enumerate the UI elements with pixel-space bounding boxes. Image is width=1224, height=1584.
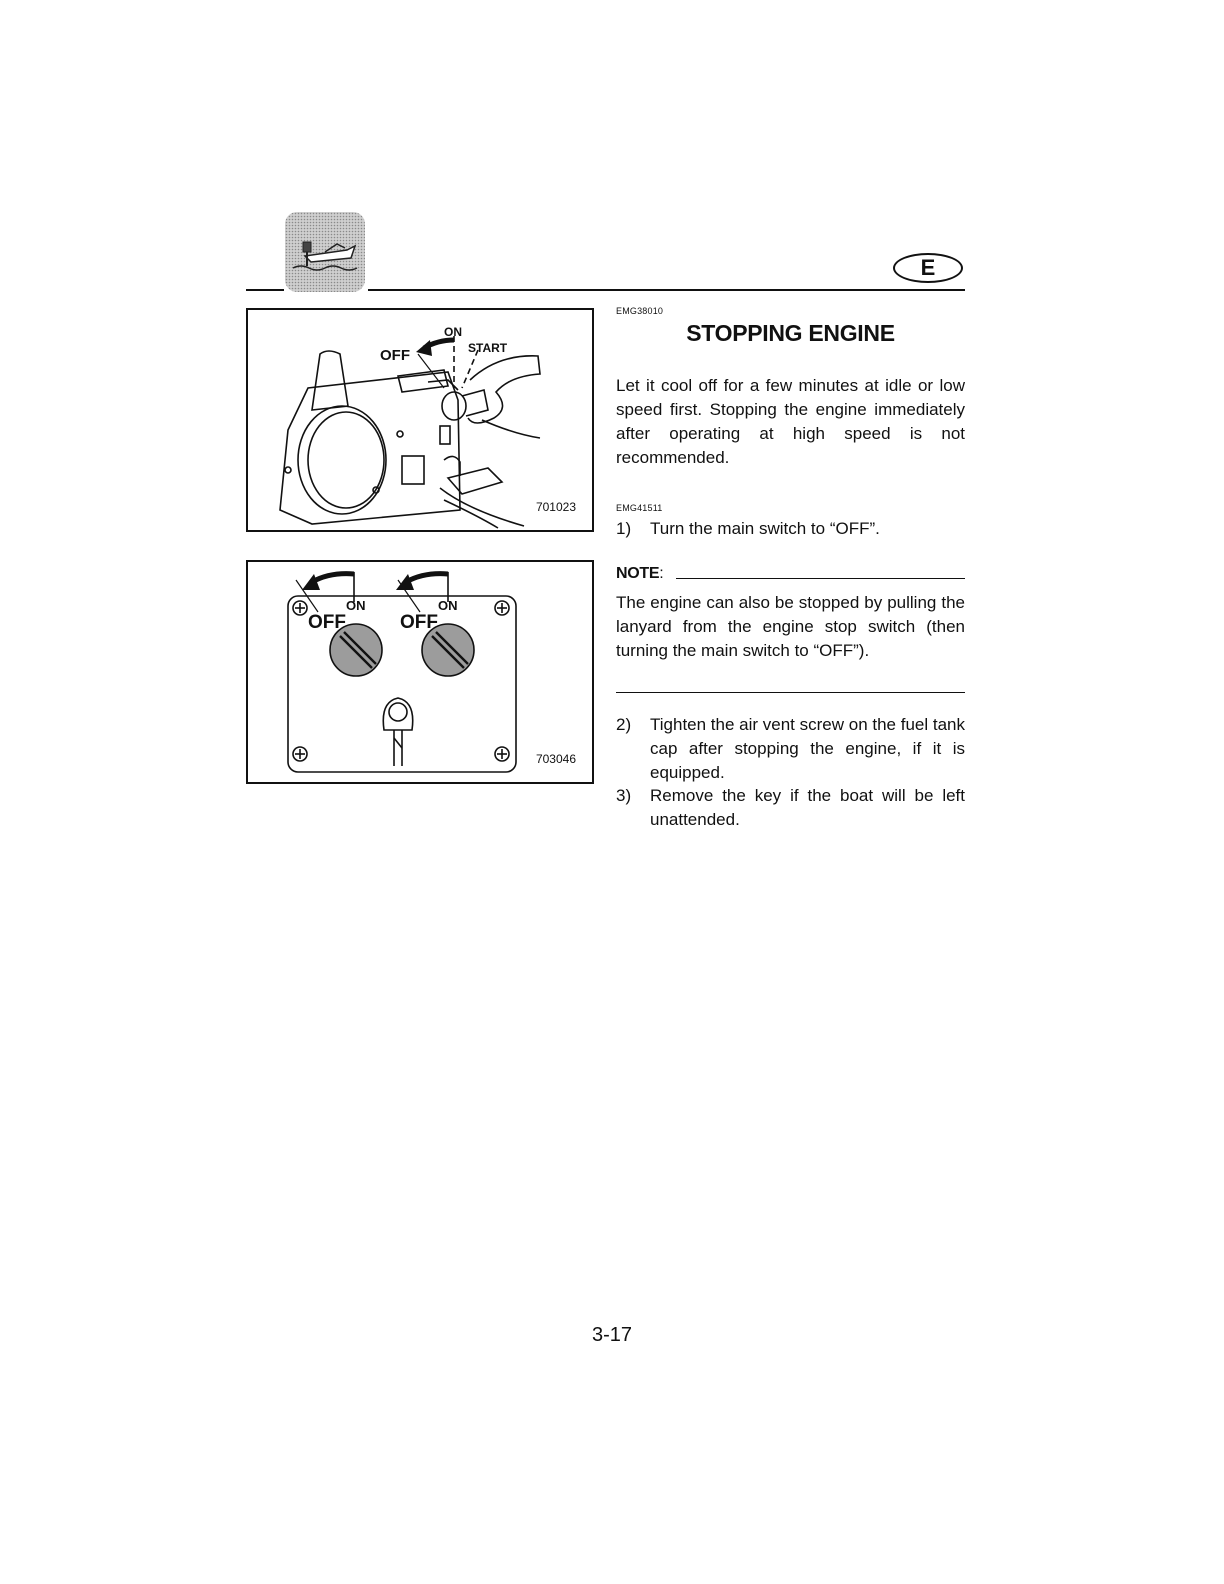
step-number: 2) xyxy=(616,715,632,734)
section-title: STOPPING ENGINE xyxy=(686,320,895,346)
note-text: The engine can also be stopped by pulling the lanyard from the engine stop switch (then turning the main switch to “OFF”). xyxy=(616,593,965,660)
note-bottom-rule xyxy=(616,692,965,693)
label-off-right: OFF xyxy=(400,612,438,633)
label-on-right: ON xyxy=(438,598,458,613)
step-ref-code: EMG41511 xyxy=(616,503,663,513)
step-3 xyxy=(616,784,965,832)
step-1 xyxy=(616,517,965,541)
step-number: 1) xyxy=(616,519,632,538)
label-off-left: OFF xyxy=(308,612,346,633)
label-start: START xyxy=(468,341,508,355)
outboard-boat-icon xyxy=(285,212,365,292)
section-ref-code: EMG38010 xyxy=(616,306,664,316)
note-colon: : xyxy=(659,565,664,582)
page-number: 3-17 xyxy=(591,1324,633,1346)
language-badge: E xyxy=(893,253,963,283)
intro-paragraph: Let it cool off for a few minutes at idle or low speed first. Stopping the engine immediately after operating at high speed is not recommended. xyxy=(616,376,965,467)
figure-code: 703046 xyxy=(535,752,576,766)
step-number: 3) xyxy=(616,786,632,805)
note-rule xyxy=(676,578,965,579)
note-label: NOTE xyxy=(616,565,660,582)
figure-code: 701023 xyxy=(535,500,576,514)
header-rule-right xyxy=(368,289,965,291)
step-2 xyxy=(616,713,965,785)
label-on: ON xyxy=(444,325,462,339)
step-text: Turn the main switch to “OFF”. xyxy=(650,519,880,538)
step-text: Tighten the air vent screw on the fuel tank cap after stopping the engine, if it is equipped. xyxy=(650,715,965,782)
header-rule-left xyxy=(246,289,284,291)
label-on-left: ON xyxy=(346,598,366,613)
step-text: Remove the key if the boat will be left unattended. xyxy=(650,786,965,829)
label-off: OFF xyxy=(380,347,410,364)
note-header xyxy=(616,565,965,583)
figure-main-switch xyxy=(246,308,594,532)
figure-dual-switch-panel xyxy=(246,560,594,784)
